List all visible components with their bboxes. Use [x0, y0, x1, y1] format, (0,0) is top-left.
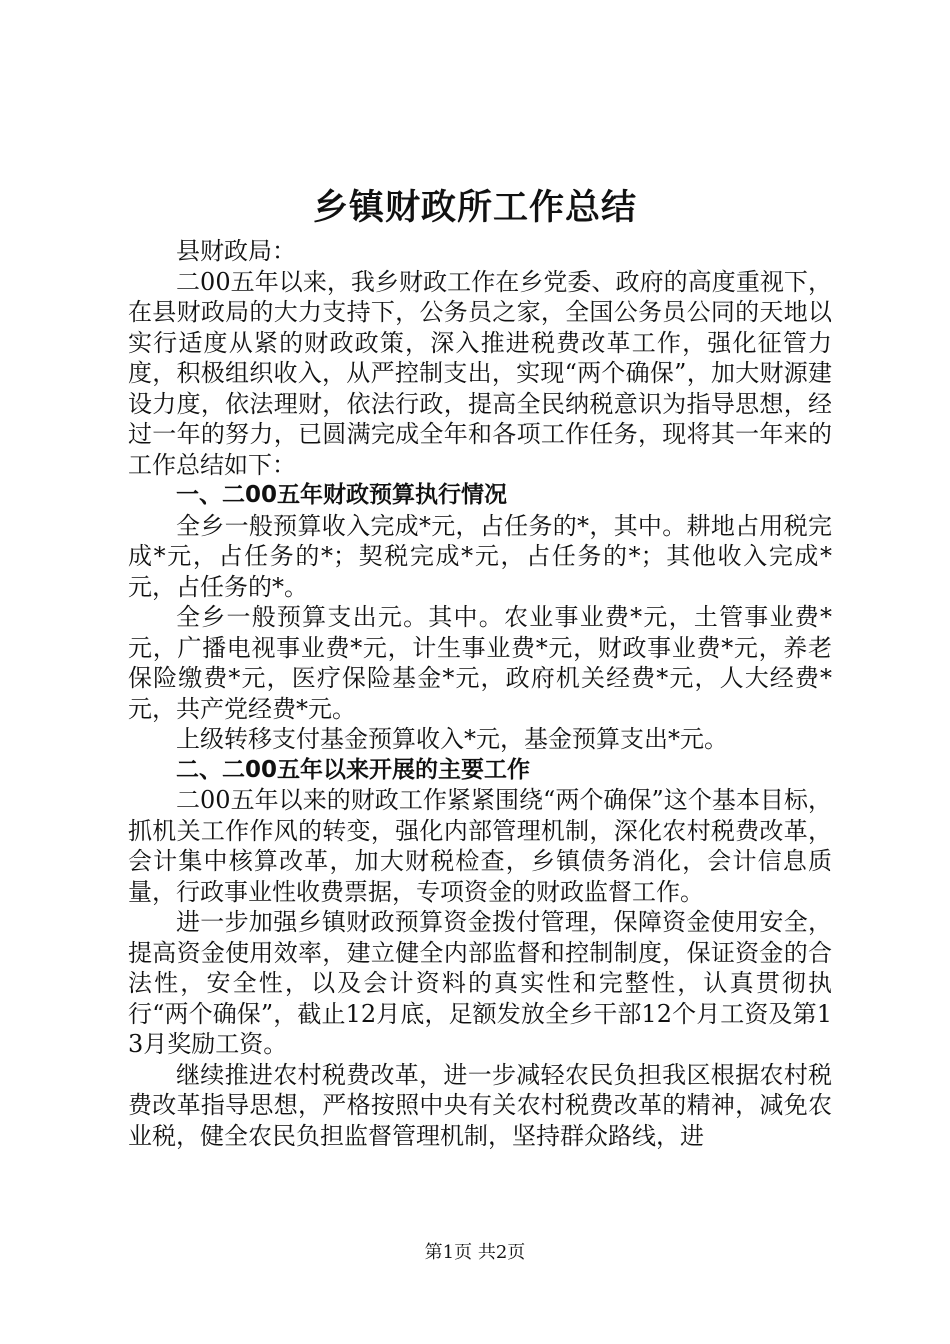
paragraph-main-work: 二00五年以来的财政工作紧紧围绕“两个确保”这个基本目标，抓机关工作作风的转变，强化内部管理机制，深化农村税费改革，会计集中核算改革，加大财税检查，乡镇债务消化，会计信息质量，行政事业性收费票据，专项资金的财政监督工作。: [128, 786, 832, 906]
document-body: [128, 236, 832, 1151]
page-number: 第1页 共2页: [424, 1242, 526, 1263]
section-heading-2: 二、二00五年以来开展的主要工作: [176, 756, 531, 783]
section-heading-1: 一、二00五年财政预算执行情况: [176, 482, 508, 508]
paragraph-tax-reform: 继续推进农村税费改革，进一步减轻农民负担我区根据农村税费改革指导思想，严格按照中央有关农村税费改革的精神，减免农业税，健全农民负担监督管理机制，坚持群众路线，进: [128, 1060, 832, 1150]
paragraph-transfer: 上级转移支付基金预算收入*元，基金预算支出*元。: [176, 725, 728, 753]
salutation: 县财政局：: [176, 237, 296, 265]
paragraph-intro: 二00五年以来，我乡财政工作在乡党委、政府的高度重视下，在县财政局的大力支持下，公务员之家，全国公务员公同的天地以实行适度从紧的财政政策，深入推进税费改革工作，强化征管力度，积极组织收入，从严控制支出，实现“两个确保”，加大财源建设力度，依法理财，依法行政，提高全民纳税意识为指导思想，经过一年的努力，已圆满完成全年和各项工作任务，现将其一年来的工作总结如下：: [128, 267, 832, 479]
paragraph-revenue: 全乡一般预算收入完成*元，占任务的*，其中。耕地占用税完成*元，占任务的*；契税完成*元，占任务的*；其他收入完成*元，占任务的*。: [128, 511, 832, 601]
paragraph-fund-management: 进一步加强乡镇财政预算资金拨付管理，保障资金使用安全，提高资金使用效率，建立健全内部监督和控制制度，保证资金的合法性，安全性，以及会计资料的真实性和完整性，认真贯彻执行“两个确保”，截止12月底，足额发放全乡干部12个月工资及第13月奖励工资。: [128, 908, 832, 1058]
paragraph-expenditure: 全乡一般预算支出元。其中。农业事业费*元，土管事业费*元，广播电视事业费*元，计生事业费*元，财政事业费*元，养老保险缴费*元，医疗保险基金*元，政府机关经费*元，人大经费*元，共产党经费*元。: [128, 603, 832, 723]
document-title: 乡镇财政所工作总结: [312, 188, 637, 228]
